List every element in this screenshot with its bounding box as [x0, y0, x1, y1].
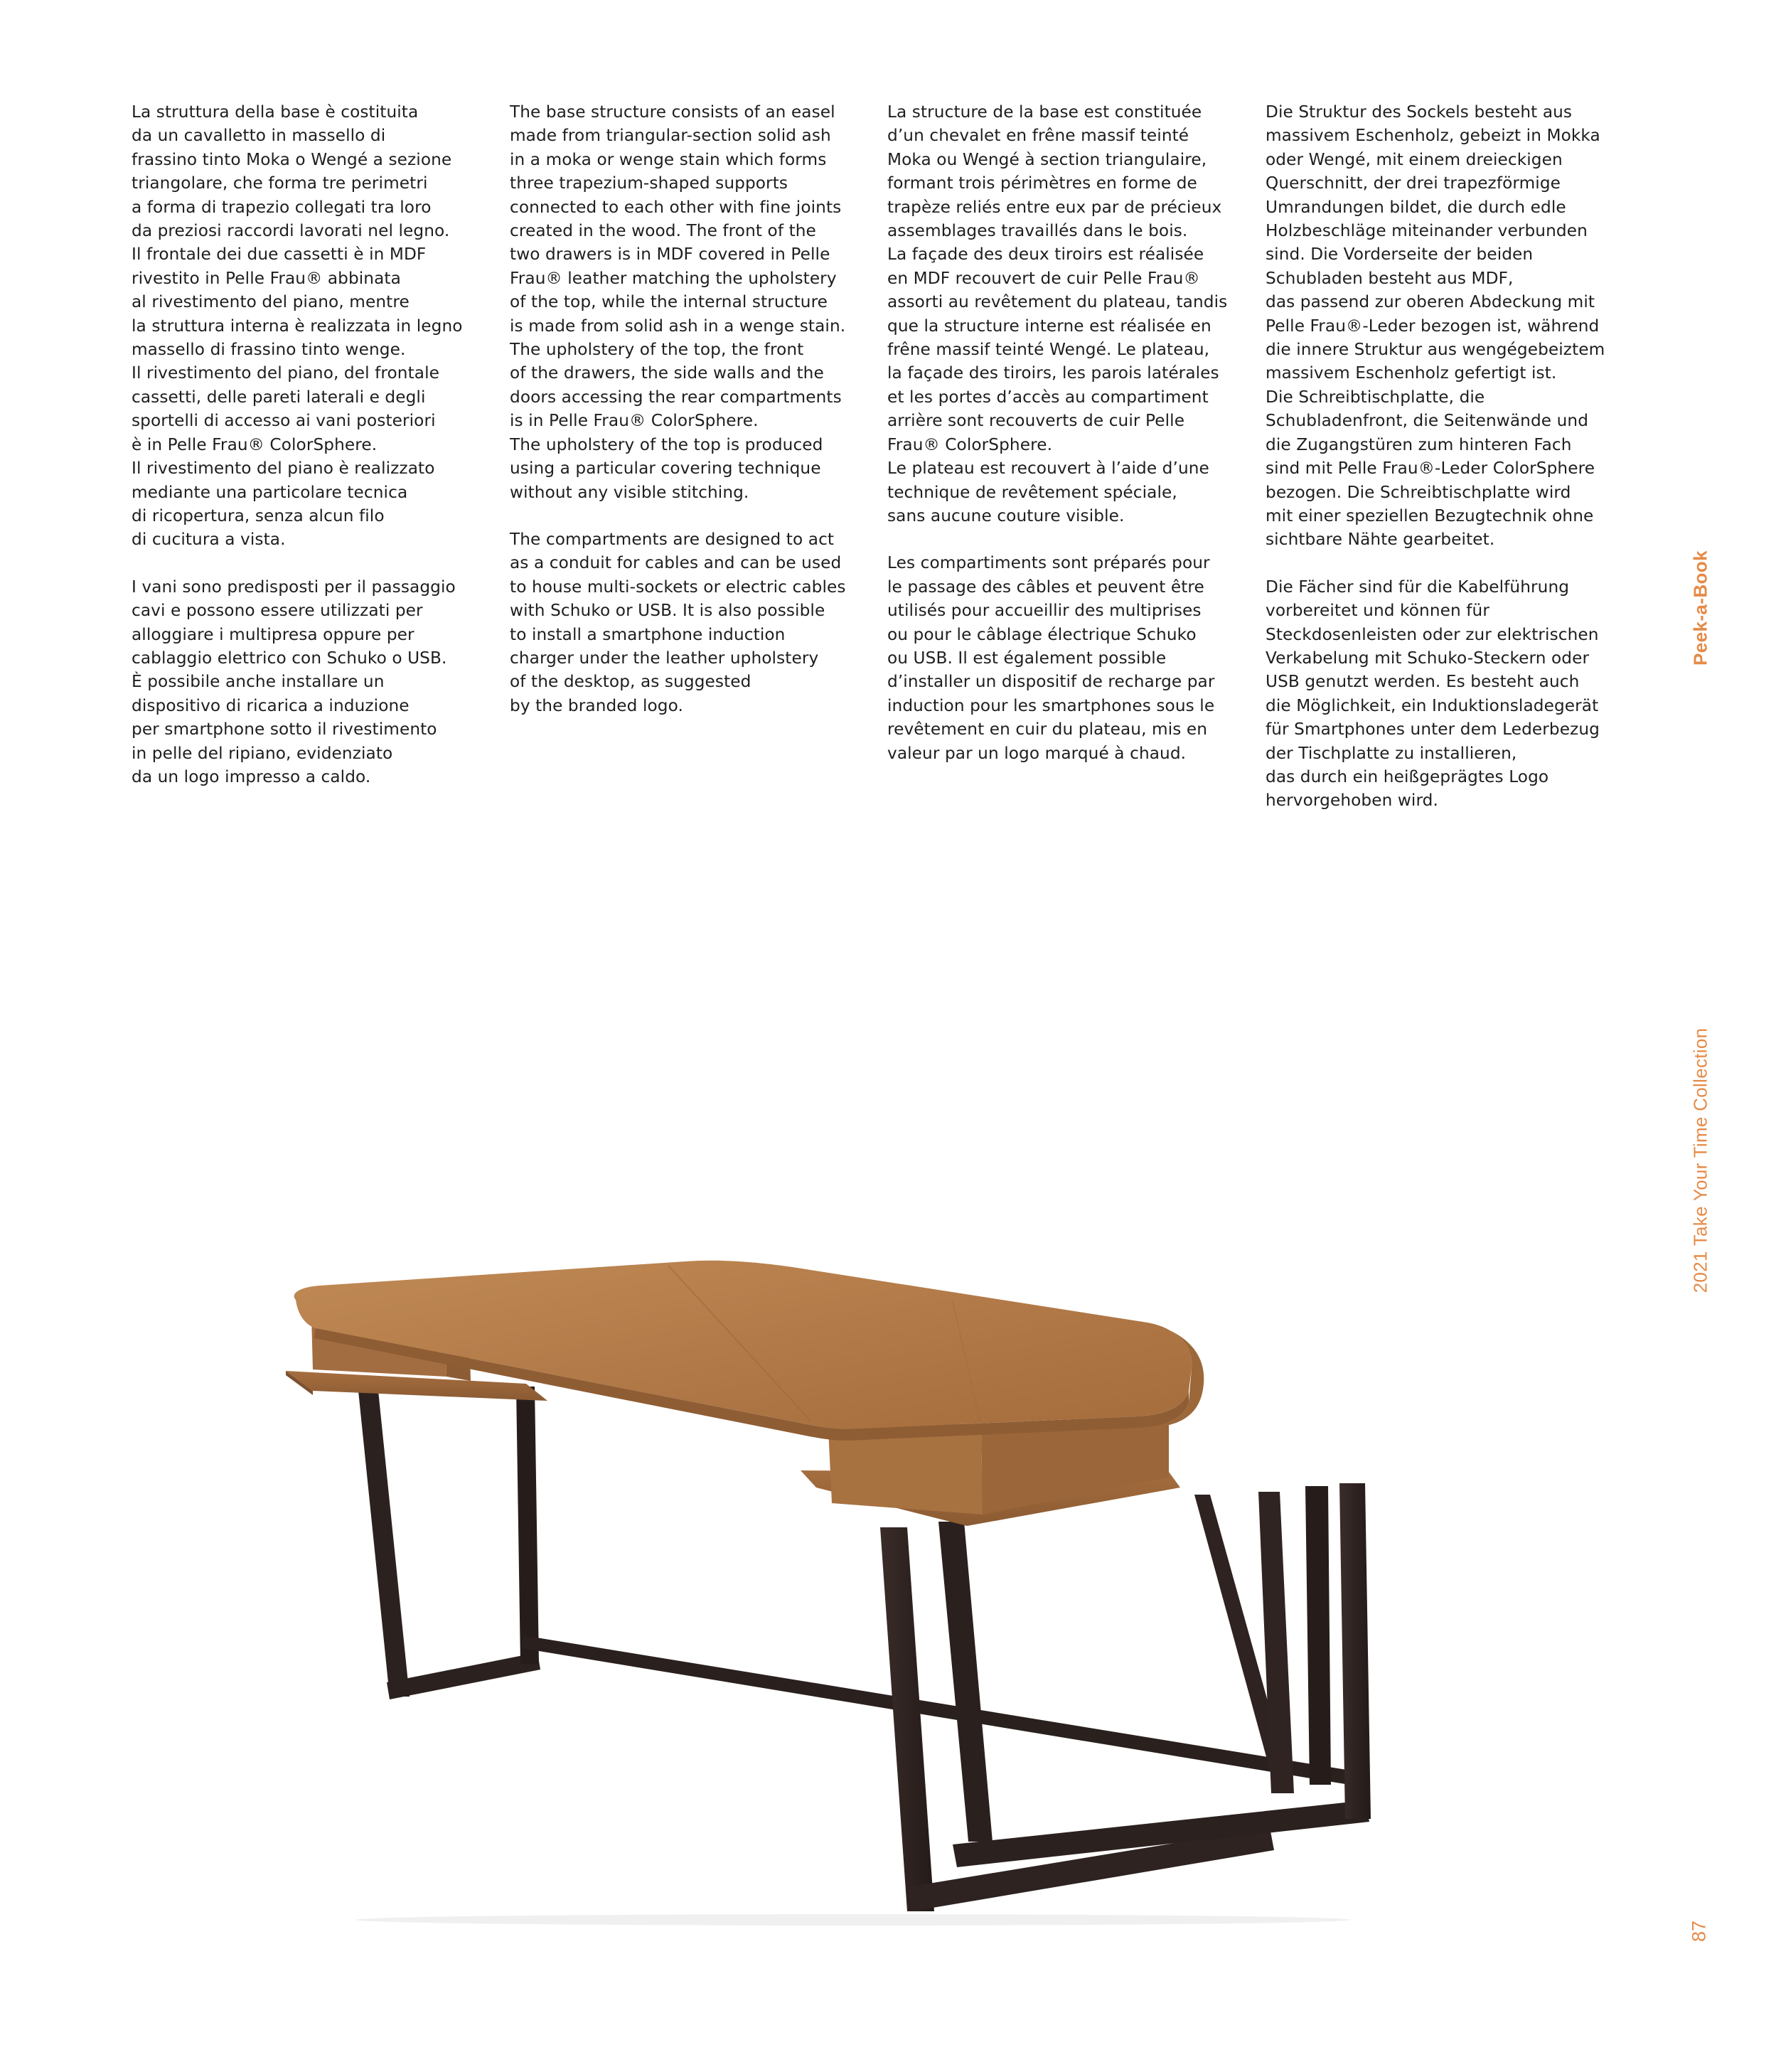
text-column-english — [510, 100, 879, 717]
desk-photo — [270, 1216, 1393, 1927]
leg-frame-back-left — [358, 1387, 540, 1699]
desk-top — [294, 1261, 1192, 1429]
italian-paragraph-2: I vani sono predisposti per il passaggio cavi e possono essere utilizzati per alloggiare i multipresa oppure per cablaggio elettrico con Schuko o USB. È possibile anche installare un dispositivo di ricarica a induzione per smartphone sotto il rivestimento in pelle del ripiano, evidenziato da un logo impresso a caldo. — [132, 577, 456, 786]
sidebar-collection-label: 2021 Take Your Time Collection — [1689, 1027, 1711, 1293]
german-paragraph-1: Die Struktur des Sockels besteht aus massivem Eschenholz, gebeizt in Mokka oder Wengé, mit einem dreieckigen Querschnitt, der drei trapezförmige Umrandungen bildet, die durch edle Holzbeschläge miteinander verbunden sind. Die Vorderseite der beiden Schubladen besteht aus MDF, das passend zur oberen Abdeckung mit Pelle Frau®-Leder bezogen ist, während die innere Struktur aus wengégebeiztem massivem Eschenholz gefertigt ist. Die Schreibtischplatte, die Schubladenfront, die Seitenwände und die Zugangstüren zum hinteren Fach sind mit Pelle Frau®-Leder ColorSphere bezogen. Die Schreibtischplatte wird mit einer speziellen Bezugtechnik ohne sichtbare Nähte gearbeitet. — [1266, 102, 1605, 550]
sidebar-brand-label: Peek-a-Book — [1689, 550, 1711, 666]
text-column-german — [1266, 100, 1635, 813]
text-column-italian — [132, 100, 501, 789]
text-column-french — [887, 100, 1257, 765]
german-paragraph-2: Die Fächer sind für die Kabelführung vorbereitet und können für Steckdosenleisten oder zur elektrischen Verkabelung mit Schuko-Steckern oder USB genutzt werden. Es besteht auch die Möglichkeit, ein Induktionsladegerät für Smartphones unter dem Lederbezug der Tischplatte zu installieren, das durch ein heißgeprägtes Logo hervorgehoben wird. — [1266, 577, 1600, 811]
english-paragraph-2: The compartments are designed to act as a conduit for cables and can be used to house multi-sockets or electric cables with Schuko or USB. It is also possible to install a smartphone induction charger under the leather upholstery of the desktop, as suggested by the branded logo. — [510, 529, 846, 715]
french-paragraph-2: Les compartiments sont préparés pour le passage des câbles et peuvent être utilisés pour accueillir des multiprises ou pour le câblage électrique Schuko ou USB. Il est également possible d’installer un dispositif de recharge par induction pour les smartphones sous le revêtement en cuir du plateau, mis en valeur par un logo marqué à chaud. — [887, 553, 1215, 763]
english-paragraph-1: The base structure consists of an easel made from triangular-section solid ash in a moka or wenge stain which forms three trapezium-shaped supports connected to each other with fine joints created in the wood. The front of the two drawers is in MDF covered in Pelle Frau® leather matching the upholstery of the top, while the internal structure is made from solid ash in a wenge stain. The upholstery of the top, the front of the drawers, the side walls and the doors accessing the rear compartments is in Pelle Frau® ColorSphere. The upholstery of the top is produced using a particular covering technique without any visible stitching. — [510, 102, 846, 502]
french-paragraph-1: La structure de la base est constituée d’un chevalet en frêne massif teinté Moka ou Wengé à section triangulaire, formant trois périmètres en forme de trapèze reliés entre eux par de précieux assemblages travaillés dans le bois. La façade des deux tiroirs est réalisée en MDF recouvert de cuir Pelle Frau® assorti au revêtement du plateau, tandis que la structure interne est réalisée en frêne massif teinté Wengé. Le plateau, la façade des tiroirs, les parois latérales et les portes d’accès au compartiment arrière sont recouverts de cuir Pelle Frau® ColorSphere. Le plateau est recouvert à l’aide d’une technique de revêtement spéciale, sans aucune couture visible. — [887, 102, 1228, 525]
back-stretcher — [522, 1635, 1351, 1785]
page-number: 87 — [1688, 1920, 1710, 1943]
italian-paragraph-1: La struttura della base è costituita da un cavalletto in massello di frassino tinto Moka o Wengé a sezione triangolare, che forma tre perimetri a forma di trapezio collegati tra loro da preziosi raccordi lavorati nel legno. Il frontale dei due cassetti è in MDF rivestito in Pelle Frau® abbinata al rivestimento del piano, mentre la struttura interna è realizzata in legno massello di frassino tinto wenge. Il rivestimento del piano, del frontale cassetti, delle pareti laterali e degli sportelli di accesso ai vani posteriori è in Pelle Frau® ColorSphere. Il rivestimento del piano è realizzato mediante una particolare tecnica di ricopertura, senza alcun filo di cucitura a vista. — [132, 102, 463, 550]
